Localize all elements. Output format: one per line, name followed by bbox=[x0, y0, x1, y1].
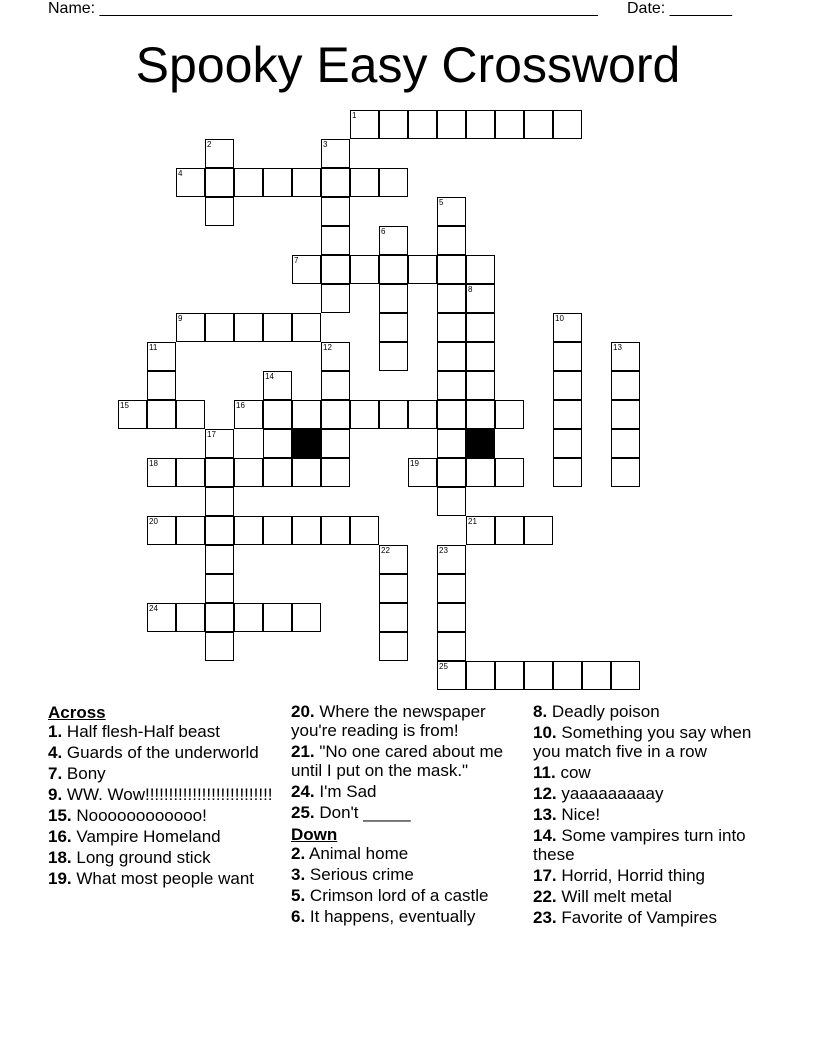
clue-item-number: 5. bbox=[291, 886, 306, 905]
grid-cell[interactable] bbox=[379, 545, 408, 574]
grid-cell[interactable] bbox=[321, 139, 350, 168]
clue-number: 16 bbox=[236, 401, 245, 410]
clue-item-number: 22. bbox=[533, 887, 557, 906]
grid-cell[interactable] bbox=[234, 168, 263, 197]
grid-cell[interactable] bbox=[379, 313, 408, 342]
clue-item-text: Something you say when you match five in a row bbox=[533, 723, 752, 761]
clue-item bbox=[291, 865, 527, 884]
grid-cell[interactable] bbox=[321, 516, 350, 545]
grid-cell[interactable] bbox=[292, 168, 321, 197]
grid-cell[interactable] bbox=[205, 545, 234, 574]
grid-cell[interactable] bbox=[437, 603, 466, 632]
grid-cell[interactable] bbox=[205, 632, 234, 661]
grid-cell[interactable] bbox=[321, 400, 350, 429]
grid-cell[interactable] bbox=[466, 313, 495, 342]
clue-item-number: 25. bbox=[291, 803, 315, 822]
clue-item bbox=[48, 848, 284, 867]
grid-cell[interactable] bbox=[466, 458, 495, 487]
clue-item-text: Crimson lord of a castle bbox=[309, 886, 489, 905]
grid-cell[interactable] bbox=[292, 458, 321, 487]
grid-cell[interactable] bbox=[582, 661, 611, 690]
grid-cell[interactable] bbox=[234, 516, 263, 545]
clue-item bbox=[533, 763, 773, 782]
grid-cell[interactable] bbox=[379, 574, 408, 603]
clue-item-number: 10. bbox=[533, 723, 557, 742]
grid-cell[interactable] bbox=[350, 400, 379, 429]
grid-cell[interactable] bbox=[495, 400, 524, 429]
grid-cell[interactable] bbox=[205, 168, 234, 197]
grid-cell[interactable] bbox=[495, 661, 524, 690]
grid-cell[interactable] bbox=[437, 197, 466, 226]
grid-cell[interactable] bbox=[524, 516, 553, 545]
clue-number: 7 bbox=[294, 256, 299, 265]
grid-cell[interactable] bbox=[611, 342, 640, 371]
clue-item-number: 11. bbox=[533, 763, 556, 782]
grid-cell[interactable] bbox=[118, 400, 147, 429]
clue-item-number: 7. bbox=[48, 764, 63, 783]
grid-cell[interactable] bbox=[292, 516, 321, 545]
clue-number: 20 bbox=[149, 517, 158, 526]
grid-cell[interactable] bbox=[147, 371, 176, 400]
clue-item bbox=[291, 844, 527, 863]
grid-cell-black bbox=[292, 429, 321, 458]
clue-number: 1 bbox=[352, 111, 357, 120]
grid-cell[interactable] bbox=[321, 429, 350, 458]
clue-item-text: Deadly poison bbox=[551, 702, 660, 721]
grid-cell[interactable] bbox=[437, 487, 466, 516]
grid-cell[interactable] bbox=[553, 429, 582, 458]
clue-item bbox=[48, 764, 284, 783]
grid-cell[interactable] bbox=[350, 110, 379, 139]
clue-item-text: Nice! bbox=[561, 805, 601, 824]
clue-item bbox=[291, 886, 527, 905]
clue-item bbox=[48, 722, 284, 741]
grid-cell[interactable] bbox=[466, 342, 495, 371]
grid-cell[interactable] bbox=[437, 371, 466, 400]
grid-cell[interactable] bbox=[408, 458, 437, 487]
clue-number: 25 bbox=[439, 662, 448, 671]
grid-cell[interactable] bbox=[611, 429, 640, 458]
grid-cell[interactable] bbox=[176, 458, 205, 487]
grid-cell[interactable] bbox=[321, 284, 350, 313]
grid-cell[interactable] bbox=[234, 400, 263, 429]
clue-item-text: Animal home bbox=[308, 844, 409, 863]
grid-cell[interactable] bbox=[234, 458, 263, 487]
grid-cell[interactable] bbox=[466, 516, 495, 545]
clue-item-text: Where the newspaper you're reading is from! bbox=[291, 702, 486, 740]
grid-cell[interactable] bbox=[553, 110, 582, 139]
clue-number: 24 bbox=[149, 604, 158, 613]
grid-cell[interactable] bbox=[466, 284, 495, 313]
grid-cell[interactable] bbox=[176, 516, 205, 545]
grid-cell[interactable] bbox=[147, 342, 176, 371]
grid-cell[interactable] bbox=[524, 110, 553, 139]
clue-number: 10 bbox=[555, 314, 564, 323]
clue-item-number: 24. bbox=[291, 782, 315, 801]
grid-cell[interactable] bbox=[205, 516, 234, 545]
clue-number: 6 bbox=[381, 227, 386, 236]
grid-cell[interactable] bbox=[437, 110, 466, 139]
grid-cell[interactable] bbox=[234, 313, 263, 342]
name-field: Name: ________________________________________________________ bbox=[48, 0, 598, 17]
clue-number: 12 bbox=[323, 343, 332, 352]
clue-number: 9 bbox=[178, 314, 183, 323]
grid-cell[interactable] bbox=[495, 110, 524, 139]
grid-cell[interactable] bbox=[205, 139, 234, 168]
clue-item-text: Will melt metal bbox=[561, 887, 672, 906]
clue-item-number: 12. bbox=[533, 784, 557, 803]
clue-item-text: "No one cared about me until I put on the mask." bbox=[291, 742, 504, 780]
clue-number: 3 bbox=[323, 140, 328, 149]
clues-column-1 bbox=[48, 702, 284, 890]
clue-item-number: 1. bbox=[48, 722, 63, 741]
clue-item bbox=[48, 827, 284, 846]
clue-item-text: yaaaaaaaaay bbox=[561, 784, 664, 803]
grid-cell[interactable] bbox=[379, 342, 408, 371]
clue-item-text: Vampire Homeland bbox=[76, 827, 221, 846]
grid-cell[interactable] bbox=[553, 313, 582, 342]
clue-item-text: WW. Wow!!!!!!!!!!!!!!!!!!!!!!!!!!! bbox=[66, 785, 273, 804]
grid-cell[interactable] bbox=[437, 574, 466, 603]
clue-number: 8 bbox=[468, 285, 473, 294]
grid-cell[interactable] bbox=[437, 661, 466, 690]
grid-cell[interactable] bbox=[466, 371, 495, 400]
clue-number: 22 bbox=[381, 546, 390, 555]
clue-item-text: Half flesh-Half beast bbox=[66, 722, 220, 741]
clue-item-number: 8. bbox=[533, 702, 548, 721]
grid-cell[interactable] bbox=[147, 458, 176, 487]
grid-cell[interactable] bbox=[379, 284, 408, 313]
grid-cell[interactable] bbox=[611, 661, 640, 690]
grid-cell[interactable] bbox=[234, 603, 263, 632]
grid-cell[interactable] bbox=[437, 342, 466, 371]
clue-number: 13 bbox=[613, 343, 622, 352]
grid-cell[interactable] bbox=[205, 313, 234, 342]
grid-cell[interactable] bbox=[553, 371, 582, 400]
grid-cell[interactable] bbox=[321, 255, 350, 284]
clue-item-text: cow bbox=[560, 763, 591, 782]
grid-cell[interactable] bbox=[321, 197, 350, 226]
clue-item-text: Favorite of Vampires bbox=[561, 908, 717, 927]
grid-cell[interactable] bbox=[437, 545, 466, 574]
clue-item bbox=[48, 806, 284, 825]
clue-number: 23 bbox=[439, 546, 448, 555]
grid-cell[interactable] bbox=[321, 458, 350, 487]
grid-cell[interactable] bbox=[379, 168, 408, 197]
clue-item-number: 17. bbox=[533, 866, 557, 885]
grid-cell[interactable] bbox=[321, 371, 350, 400]
grid-cell[interactable] bbox=[176, 400, 205, 429]
clue-item-number: 18. bbox=[48, 848, 72, 867]
clue-item bbox=[48, 785, 284, 804]
clue-item bbox=[533, 702, 773, 721]
grid-cell[interactable] bbox=[379, 632, 408, 661]
grid-cell[interactable] bbox=[611, 371, 640, 400]
clue-item-number: 2. bbox=[291, 844, 306, 863]
grid-cell[interactable] bbox=[611, 458, 640, 487]
grid-cell[interactable] bbox=[437, 313, 466, 342]
clue-number: 17 bbox=[207, 430, 216, 439]
clue-item-number: 4. bbox=[48, 743, 63, 762]
grid-cell[interactable] bbox=[147, 400, 176, 429]
clue-item-number: 13. bbox=[533, 805, 557, 824]
clue-number: 18 bbox=[149, 459, 158, 468]
clue-item-number: 9. bbox=[48, 785, 63, 804]
grid-cell[interactable] bbox=[263, 603, 292, 632]
grid-cell[interactable] bbox=[205, 197, 234, 226]
grid-cell[interactable] bbox=[466, 110, 495, 139]
grid-cell[interactable] bbox=[553, 342, 582, 371]
clue-item-number: 20. bbox=[291, 702, 315, 721]
grid-cell[interactable] bbox=[553, 400, 582, 429]
clue-number: 21 bbox=[468, 517, 477, 526]
grid-cell[interactable] bbox=[292, 313, 321, 342]
date-field: Date: _______ bbox=[627, 0, 732, 17]
grid-cell[interactable] bbox=[292, 255, 321, 284]
clue-item-number: 6. bbox=[291, 907, 306, 926]
grid-cell[interactable] bbox=[553, 458, 582, 487]
grid-cell[interactable] bbox=[292, 400, 321, 429]
clue-item-number: 23. bbox=[533, 908, 557, 927]
grid-cell[interactable] bbox=[147, 603, 176, 632]
grid-cell[interactable] bbox=[524, 661, 553, 690]
grid-cell[interactable] bbox=[437, 226, 466, 255]
grid-cell[interactable] bbox=[466, 255, 495, 284]
clue-item bbox=[291, 782, 527, 801]
clue-number: 19 bbox=[410, 459, 419, 468]
grid-cell[interactable] bbox=[379, 255, 408, 284]
clue-item-text: Bony bbox=[66, 764, 106, 783]
clue-item bbox=[533, 723, 773, 761]
clue-number: 15 bbox=[120, 401, 129, 410]
grid-cell[interactable] bbox=[263, 313, 292, 342]
grid-cell[interactable] bbox=[379, 226, 408, 255]
grid-cell[interactable] bbox=[350, 168, 379, 197]
clue-item bbox=[48, 869, 284, 888]
clue-item bbox=[291, 907, 527, 926]
clue-item bbox=[533, 826, 773, 864]
grid-cell[interactable] bbox=[205, 487, 234, 516]
clue-number: 2 bbox=[207, 140, 212, 149]
page-title: Spooky Easy Crossword bbox=[135, 37, 681, 93]
clue-item-number: 14. bbox=[533, 826, 557, 845]
grid-cell[interactable] bbox=[147, 516, 176, 545]
grid-cell[interactable] bbox=[263, 429, 292, 458]
grid-cell[interactable] bbox=[408, 255, 437, 284]
grid-cell[interactable] bbox=[176, 313, 205, 342]
grid-cell[interactable] bbox=[495, 458, 524, 487]
grid-cell[interactable] bbox=[466, 400, 495, 429]
grid-cell[interactable] bbox=[437, 255, 466, 284]
grid-cell[interactable] bbox=[292, 603, 321, 632]
clue-item-text: Some vampires turn into these bbox=[533, 826, 746, 864]
clue-item bbox=[533, 887, 773, 906]
clue-number: 5 bbox=[439, 198, 444, 207]
clue-item-text: Horrid, Horrid thing bbox=[561, 866, 705, 885]
grid-cell[interactable] bbox=[205, 429, 234, 458]
clue-item-text: Guards of the underworld bbox=[66, 743, 259, 762]
grid-cell[interactable] bbox=[437, 429, 466, 458]
across-heading: Across bbox=[48, 703, 106, 722]
clue-item bbox=[533, 908, 773, 927]
grid-cell[interactable] bbox=[176, 603, 205, 632]
grid-cell[interactable] bbox=[321, 168, 350, 197]
grid-cell[interactable] bbox=[379, 110, 408, 139]
clue-item-number: 16. bbox=[48, 827, 72, 846]
grid-cell[interactable] bbox=[437, 400, 466, 429]
grid-cell[interactable] bbox=[437, 458, 466, 487]
grid-cell-black bbox=[466, 429, 495, 458]
grid-cell[interactable] bbox=[350, 516, 379, 545]
clue-item bbox=[533, 784, 773, 803]
clue-item-number: 3. bbox=[291, 865, 306, 884]
clue-item bbox=[533, 866, 773, 885]
grid-cell[interactable] bbox=[263, 371, 292, 400]
clue-item-text: Don't _____ bbox=[319, 803, 411, 822]
clue-item bbox=[533, 805, 773, 824]
grid-cell[interactable] bbox=[263, 516, 292, 545]
clue-item bbox=[291, 803, 527, 822]
grid-cell[interactable] bbox=[176, 168, 205, 197]
clue-item-text: It happens, eventually bbox=[309, 907, 476, 926]
grid-cell[interactable] bbox=[611, 400, 640, 429]
grid-cell[interactable] bbox=[350, 255, 379, 284]
clue-item-number: 15. bbox=[48, 806, 72, 825]
clue-item bbox=[291, 702, 527, 740]
grid-cell[interactable] bbox=[205, 458, 234, 487]
clue-item-text: What most people want bbox=[76, 869, 255, 888]
clue-item-number: 19. bbox=[48, 869, 72, 888]
grid-cell[interactable] bbox=[263, 458, 292, 487]
grid-cell[interactable] bbox=[495, 516, 524, 545]
grid-cell[interactable] bbox=[321, 342, 350, 371]
grid-cell[interactable] bbox=[437, 284, 466, 313]
grid-cell[interactable] bbox=[205, 603, 234, 632]
down-heading: Down bbox=[291, 825, 338, 844]
grid-cell[interactable] bbox=[379, 603, 408, 632]
grid-cell[interactable] bbox=[263, 168, 292, 197]
clue-number: 11 bbox=[149, 343, 158, 352]
clue-number: 4 bbox=[178, 169, 183, 178]
clue-item bbox=[291, 742, 527, 780]
clue-item-text: Long ground stick bbox=[76, 848, 211, 867]
grid-cell[interactable] bbox=[408, 400, 437, 429]
grid-cell[interactable] bbox=[321, 226, 350, 255]
clues-column-3 bbox=[533, 702, 773, 929]
clue-item-text: I'm Sad bbox=[319, 782, 377, 801]
grid-cell[interactable] bbox=[553, 661, 582, 690]
clue-item bbox=[48, 743, 284, 762]
clues-column-2 bbox=[291, 702, 527, 928]
grid-cell[interactable] bbox=[205, 574, 234, 603]
grid-cell[interactable] bbox=[408, 110, 437, 139]
grid-cell[interactable] bbox=[263, 400, 292, 429]
clue-item-number: 21. bbox=[291, 742, 315, 761]
grid-cell[interactable] bbox=[466, 661, 495, 690]
grid-cell[interactable] bbox=[379, 400, 408, 429]
clue-item-text: Noooooooooooo! bbox=[76, 806, 207, 825]
clue-item-text: Serious crime bbox=[309, 865, 414, 884]
grid-cell[interactable] bbox=[437, 632, 466, 661]
clue-number: 14 bbox=[265, 372, 274, 381]
